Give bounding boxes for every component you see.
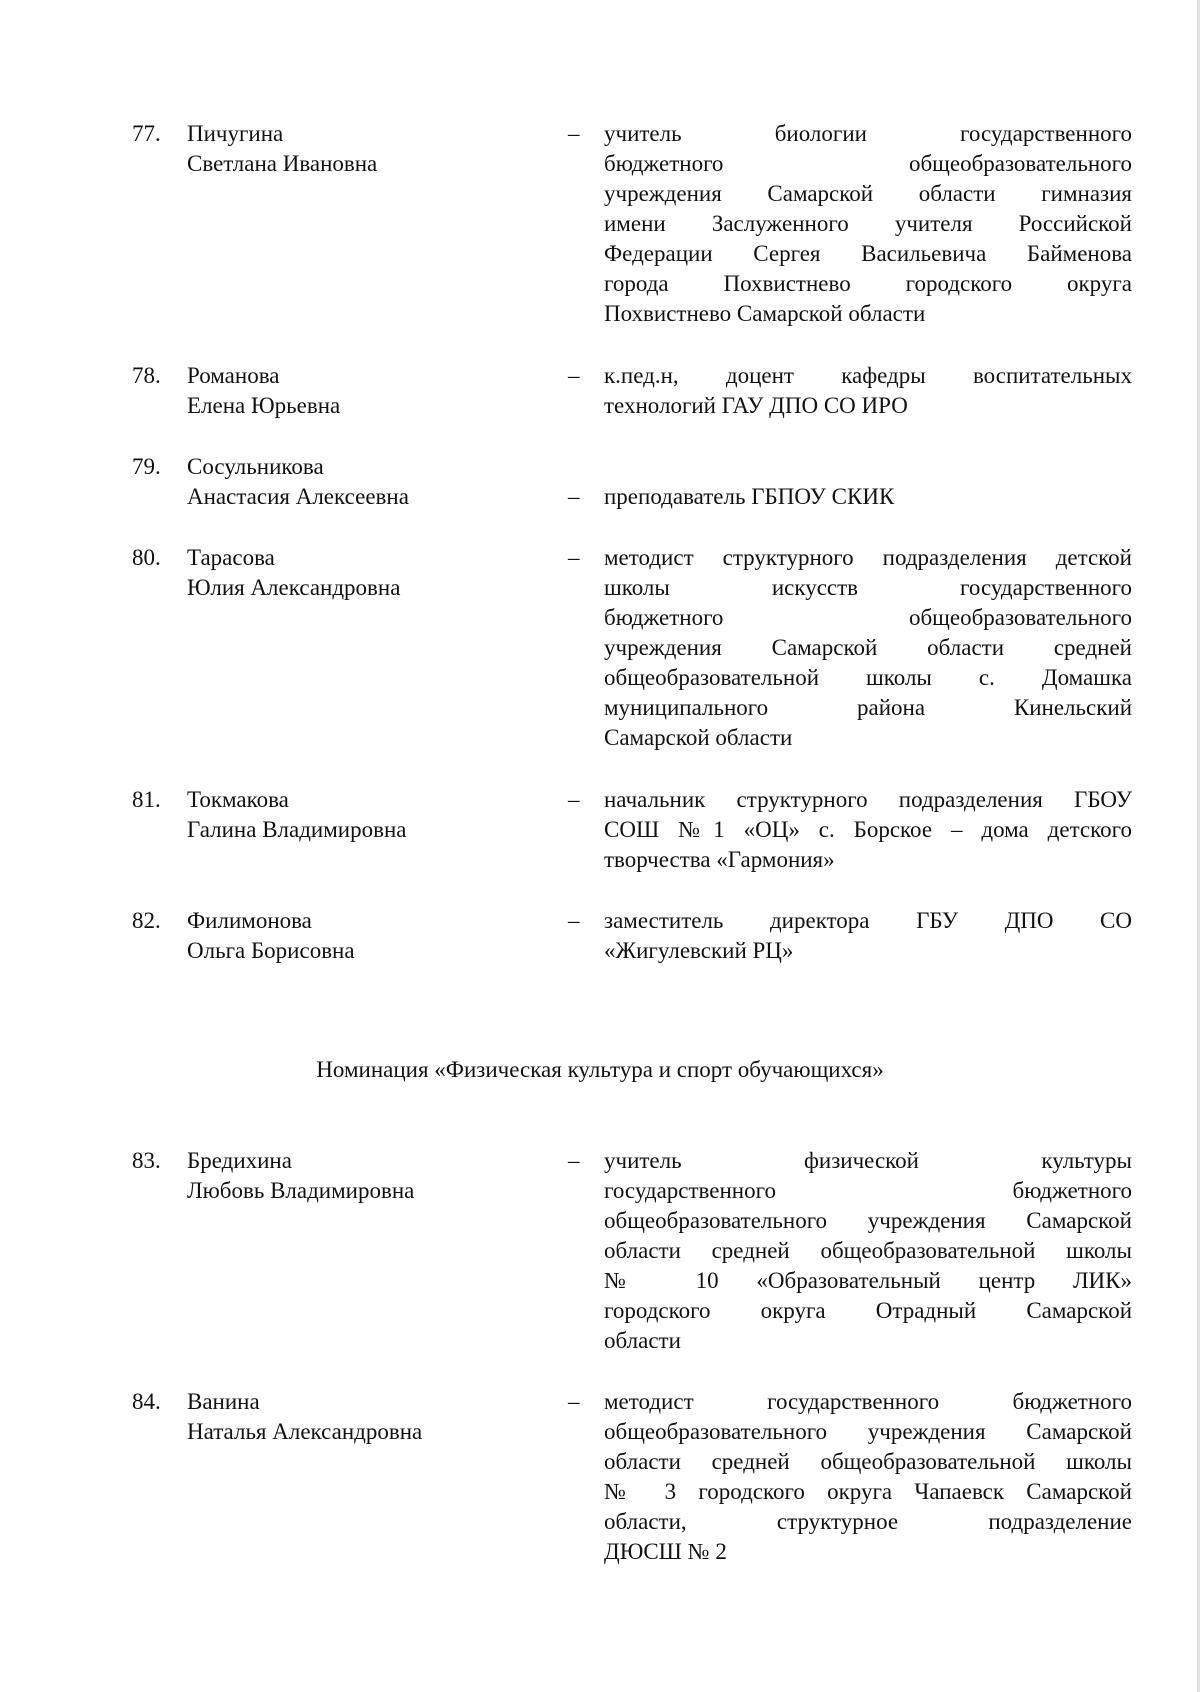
dash-separator: –: [568, 545, 580, 570]
person-name: [187, 1146, 547, 1206]
surname: Сосульникова: [187, 454, 324, 479]
person-name: [187, 119, 547, 179]
description-line: учитель биологии государственного: [604, 121, 1132, 146]
description-line: школы искусств государственного: [604, 575, 1132, 600]
position-description: [604, 361, 1132, 421]
description-line: преподаватель ГБПОУ СКИК: [604, 484, 895, 509]
dash-separator: –: [568, 908, 580, 933]
surname: Пичугина: [187, 121, 284, 146]
given-names: Галина Владимировна: [187, 817, 407, 842]
description-line: СОШ №1 «ОЦ» с. Борское – дома детского: [604, 817, 1132, 842]
description-line: учреждения Самарской области средней: [604, 635, 1132, 660]
position-description: [604, 482, 1132, 512]
description-line: № 3 городского округа Чапаевск Самарской: [604, 1479, 1132, 1504]
description-line: государственного бюджетного: [604, 1178, 1132, 1203]
dash-separator: –: [568, 1148, 580, 1173]
position-description: [604, 1387, 1132, 1567]
description-line: «Жигулевский РЦ»: [604, 938, 794, 963]
person-name: [187, 452, 547, 512]
description-line: области средней общеобразовательной школы: [604, 1449, 1132, 1474]
entry-number: 84.: [132, 1389, 161, 1414]
entry-number: 80.: [132, 545, 161, 570]
description-line: методист структурного подразделения детской: [604, 545, 1132, 570]
nomination-heading: Номинация «Физическая культура и спорт обучающихся»: [316, 1057, 884, 1082]
description-line: методист государственного бюджетного: [604, 1389, 1132, 1414]
given-names: Юлия Александровна: [187, 575, 401, 600]
description-line: области: [604, 1328, 681, 1353]
description-line: № 10 «Образовательный центр ЛИК»: [604, 1268, 1132, 1293]
description-line: технологий ГАУ ДПО СО ИРО: [604, 393, 908, 418]
given-names: Елена Юрьевна: [187, 393, 341, 418]
given-names: Ольга Борисовна: [187, 938, 355, 963]
person-name: [187, 785, 547, 845]
description-line: области средней общеобразовательной школы: [604, 1238, 1132, 1263]
description-line: заместитель директора ГБУ ДПО СО: [604, 908, 1132, 933]
dash-separator: –: [568, 484, 580, 509]
description-line: общеобразовательного учреждения Самарской: [604, 1419, 1132, 1444]
description-line: области, структурное подразделение: [604, 1509, 1132, 1534]
description-line: города Похвистнево городского округа: [604, 271, 1132, 296]
given-names: Любовь Владимировна: [187, 1178, 415, 1203]
description-line: творчества «Гармония»: [604, 847, 835, 872]
position-description: [604, 543, 1132, 753]
entry-number: 78.: [132, 363, 161, 388]
person-name: [187, 906, 547, 966]
surname: Тарасова: [187, 545, 275, 570]
description-line: Похвистнево Самарской области: [604, 301, 926, 326]
surname: Романова: [187, 363, 280, 388]
description-line: учреждения Самарской области гимназия: [604, 181, 1132, 206]
person-name: [187, 543, 547, 603]
entry-number: 81.: [132, 787, 161, 812]
entry-number: 83.: [132, 1148, 161, 1173]
position-description: [604, 1146, 1132, 1356]
surname: Филимонова: [187, 908, 312, 933]
description-line: бюджетного общеобразовательного: [604, 605, 1132, 630]
description-line: муниципального района Кинельский: [604, 695, 1132, 720]
surname: Бредихина: [187, 1148, 292, 1173]
position-description: [604, 119, 1132, 329]
description-line: имени Заслуженного учителя Российской: [604, 211, 1132, 236]
description-line: Самарской области: [604, 725, 793, 750]
description-line: ДЮСШ № 2: [604, 1539, 727, 1564]
description-line: городского округа Отрадный Самарской: [604, 1298, 1132, 1323]
position-description: [604, 785, 1132, 875]
entry-number: 82.: [132, 908, 161, 933]
dash-separator: –: [568, 363, 580, 388]
description-line: Федерации Сергея Васильевича Байменова: [604, 241, 1132, 266]
position-description: [604, 906, 1132, 966]
surname: Токмакова: [187, 787, 289, 812]
given-names: Анастасия Алексеевна: [187, 484, 409, 509]
person-name: [187, 1387, 547, 1447]
description-line: общеобразовательного учреждения Самарской: [604, 1208, 1132, 1233]
person-name: [187, 361, 547, 421]
description-line: к.пед.н, доцент кафедры воспитательных: [604, 363, 1132, 388]
description-line: начальник структурного подразделения ГБОУ: [604, 787, 1132, 812]
given-names: Наталья Александровна: [187, 1419, 423, 1444]
description-line: общеобразовательной школы с. Домашка: [604, 665, 1132, 690]
description-line: учитель физической культуры: [604, 1148, 1132, 1173]
dash-separator: –: [568, 121, 580, 146]
entry-number: 77.: [132, 121, 161, 146]
entry-number: 79.: [132, 454, 161, 479]
description-line: бюджетного общеобразовательного: [604, 151, 1132, 176]
surname: Ванина: [187, 1389, 260, 1414]
dash-separator: –: [568, 1389, 580, 1414]
given-names: Светлана Ивановна: [187, 151, 378, 176]
dash-separator: –: [568, 787, 580, 812]
